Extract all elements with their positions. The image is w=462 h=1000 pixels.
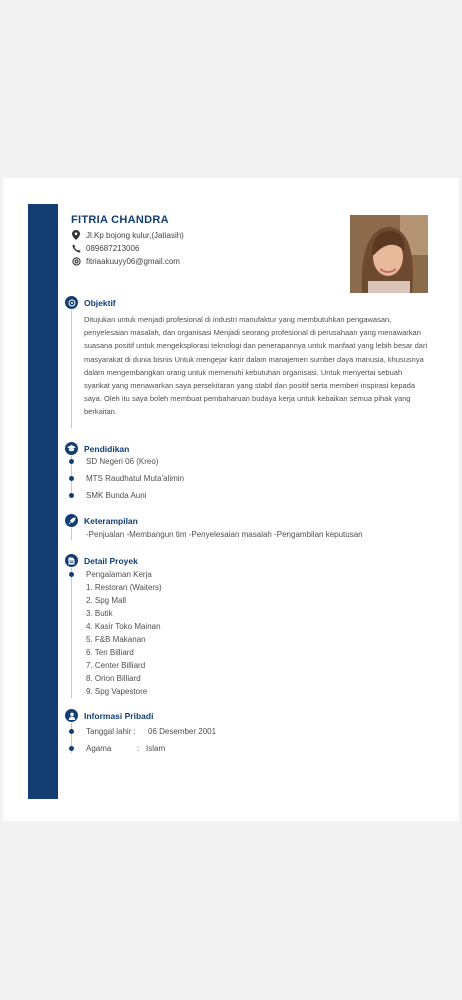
- religion-separator: :: [137, 744, 140, 753]
- list-item: 2. Spg Mall: [86, 596, 127, 605]
- list-item: 6. Ten Billiard: [86, 648, 134, 657]
- contact-email: [71, 256, 180, 266]
- objective-text: Ditujukan untuk menjadi profesional di industri manufaktur yang membutuhkan pengawasan, penyelesaian masalah, dan organisasi Menjadi seorang profesional di perusahaan yang menawarkan suasana positif untuk mengeksplorasi teknologi dan penerapannya untuk manfaat yang lebih besar dari masyarakat di dunia bisnis Untuk mengejar karir dalam manajemen sumber daya manusia, khususnya dalam mengembangkan orang untuk memenuhi kebutuhan organisasi. Untuk menyertai sebuah syarikat yang menawarkan saya persekitaran yang stabil dan positif serta memberi inspirasi kepada saya. Oleh itu saya boleh membuat pembaharuan budaya kerja untuk kebaikan semua pihak yang berkaitan.: [84, 315, 428, 417]
- phone-icon: [71, 243, 81, 253]
- objective-timeline-line: [71, 310, 72, 428]
- list-item: 3. Butik: [86, 609, 113, 618]
- user-icon: [65, 709, 78, 722]
- target-icon: [65, 296, 78, 309]
- projects-title: Detail Proyek: [84, 556, 138, 566]
- list-item: 4. Kasir Toko Mainan: [86, 622, 161, 631]
- skills-timeline-line: [71, 528, 72, 540]
- timeline-dot: [69, 493, 74, 498]
- list-item: MTS Raudhatul Muta'alimin: [86, 474, 185, 483]
- personal-info-title: Informasi Pribadi: [84, 711, 154, 721]
- birth-date-value: 06 Desember 2001: [148, 727, 217, 736]
- work-experience-heading: Pengalaman Kerja: [86, 570, 152, 579]
- address-text: Jl.Kp bojong kulur,(Jatiasih): [86, 230, 184, 240]
- religion-label: Agama: [86, 744, 112, 753]
- graduation-cap-icon: [65, 442, 78, 455]
- rocket-icon: [65, 514, 78, 527]
- list-item: 7. Center Billiard: [86, 661, 146, 670]
- skills-text: -Penjualan -Membangun tim -Penyelesaian masalah -Pengambilan keputusan: [86, 530, 363, 539]
- skills-title: Keterampilan: [84, 516, 138, 526]
- objective-title: Objektif: [84, 298, 116, 308]
- timeline-dot: [69, 746, 74, 751]
- candidate-name: FITRIA CHANDRA: [71, 214, 169, 226]
- sidebar-bar: [28, 204, 58, 799]
- profile-photo: [350, 215, 428, 293]
- timeline-dot: [69, 459, 74, 464]
- at-sign-icon: [71, 256, 81, 266]
- location-pin-icon: [71, 230, 81, 240]
- contact-phone: [71, 243, 139, 253]
- timeline-dot: [69, 476, 74, 481]
- birth-date-label: Tanggal lahir :: [86, 727, 136, 736]
- list-item: SMK Bunda Auni: [86, 491, 147, 500]
- list-item: 9. Spg Vapestore: [86, 687, 148, 696]
- list-item: SD Negeri 06 (Kreo): [86, 457, 159, 466]
- phone-text: 089687213006: [86, 243, 140, 253]
- contact-address: [71, 230, 184, 240]
- education-title: Pendidikan: [84, 444, 130, 454]
- list-item: 8. Orion Billiard: [86, 674, 141, 683]
- document-icon: [65, 554, 78, 567]
- email-text: fitriaakuuyy06@gmail.com: [86, 256, 180, 266]
- projects-timeline-line: [71, 568, 72, 698]
- timeline-dot: [69, 572, 74, 577]
- resume-page: [3, 178, 459, 821]
- list-item: 5. F&B Makanan: [86, 635, 146, 644]
- list-item: 1. Restoran (Waiters): [86, 583, 162, 592]
- timeline-dot: [69, 729, 74, 734]
- religion-value: Islam: [146, 744, 166, 753]
